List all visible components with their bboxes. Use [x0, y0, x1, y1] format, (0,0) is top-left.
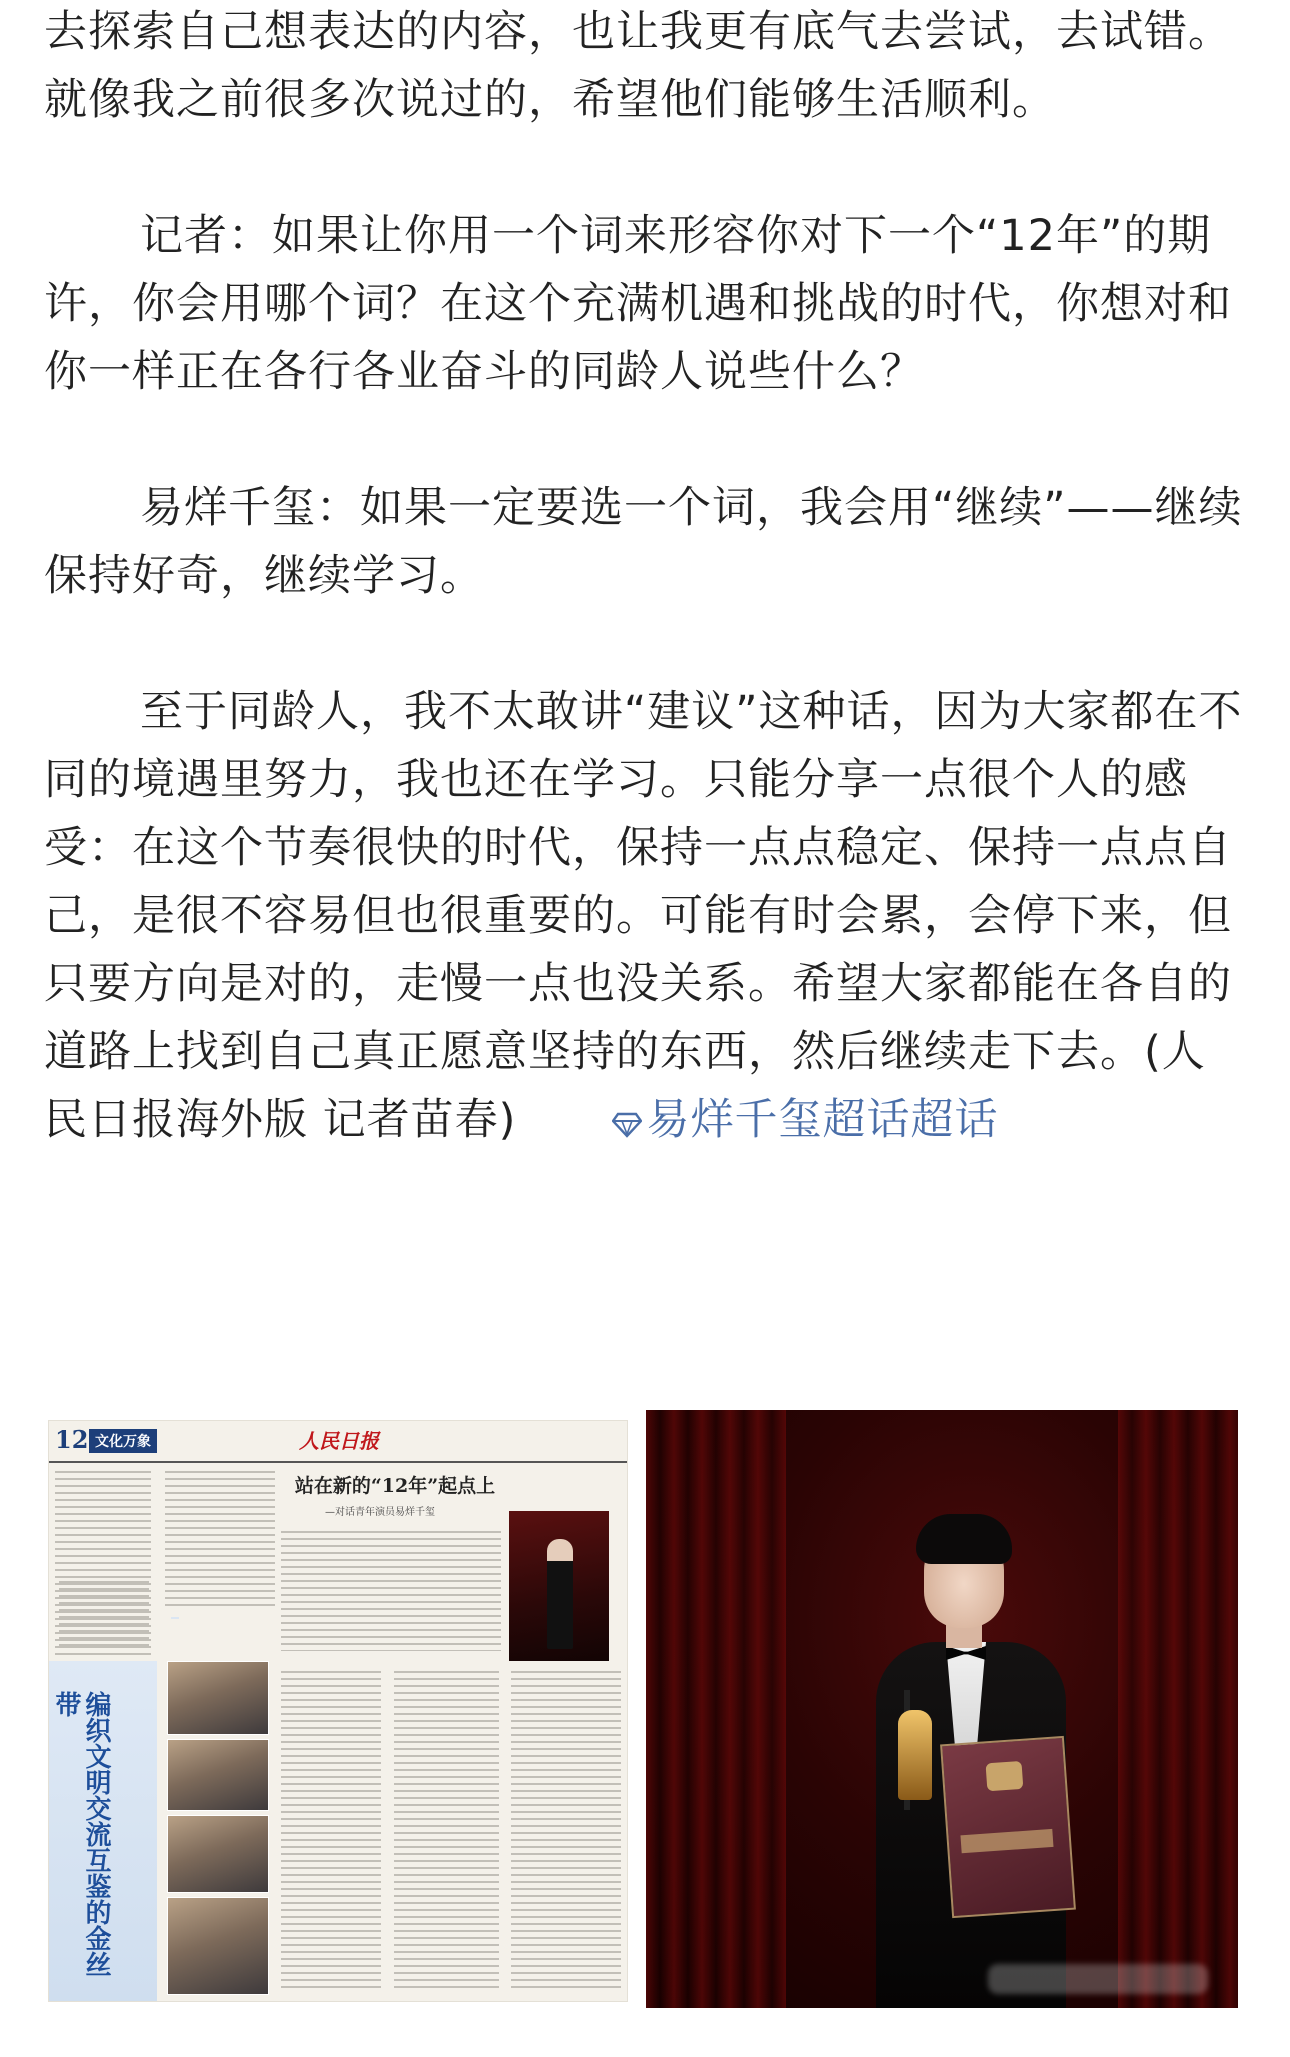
- newspaper-photo: [167, 1739, 269, 1811]
- stage-curtain: [646, 1410, 786, 2008]
- newspaper-text-column: [165, 1471, 275, 1611]
- article-paragraph-3: 易烊千玺：如果一定要选一个词，我会用“继续”——继续保持好奇，继续学习。: [44, 483, 1243, 601]
- newspaper-vertical-title: 编织文明交流互鉴的金丝带: [51, 1691, 111, 1977]
- supertopic-label: 易烊千玺超话超话: [646, 1095, 999, 1145]
- article-paragraph-4: [44, 678, 1249, 1158]
- newspaper-headline: 站在新的“12年”起点上: [294, 1475, 496, 1497]
- newspaper-page-number: 12: [55, 1425, 89, 1454]
- trophy-icon: [898, 1710, 932, 1800]
- post-body: [44, 0, 1249, 1158]
- article-paragraph-4-text: 至于同龄人，我不太敢讲“建议”这种话，因为大家都在不同的境遇里努力，我也还在学习。只能分享一点很个人的感受：在这个节奏很快的时代，保持一点点稳定、保持一点点自己，是很不容易但也很重要的。可能有时会累，会停下来，但只要方向是对的，走慢一点也没关系。希望大家都能在各自的道路上找到自己真正愿意坚持的东西，然后继续走下去。(人民日报海外版 记者苗春): [44, 687, 1243, 1145]
- newspaper-subheadline: —对话青年演员易烊千玺: [325, 1507, 435, 1518]
- supertopic-diamond-icon: [516, 1090, 642, 1158]
- award-certificate: [940, 1736, 1076, 1918]
- newspaper-subhead: [171, 1617, 179, 1619]
- newspaper-portrait-photo: [509, 1511, 609, 1661]
- newspaper-photo: [167, 1897, 269, 1995]
- newspaper-text-column: [511, 1671, 621, 1991]
- image-grid: [48, 1410, 1238, 2010]
- newspaper-page-image[interactable]: [48, 1420, 628, 2002]
- newspaper-photo: [167, 1815, 269, 1893]
- article-paragraph-1: 去探索自己想表达的内容，也让我更有底气去尝试，去试错。就像我之前很多次说过的，希望他们能够生活顺利。: [44, 7, 1232, 125]
- newspaper-text-column: [281, 1671, 381, 1991]
- stage-curtain: [1118, 1410, 1238, 2008]
- newspaper-photo: [167, 1661, 269, 1735]
- newspaper-header: [49, 1421, 627, 1463]
- award-ceremony-photo[interactable]: [646, 1410, 1238, 2008]
- newspaper-masthead: 人民日报: [299, 1429, 379, 1453]
- newspaper-text-column: [281, 1531, 501, 1651]
- watermark: [988, 1964, 1208, 1994]
- newspaper-text-column: [394, 1671, 499, 1991]
- newspaper-text-column: [59, 1581, 149, 1651]
- newspaper-section-label: 文化万象: [89, 1429, 157, 1453]
- supertopic-link[interactable]: [516, 1095, 998, 1145]
- article-paragraph-2: 记者：如果让你用一个词来形容你对下一个“12年”的期许，你会用哪个词？在这个充满机遇和挑战的时代，你想对和你一样正在各行各业奋斗的同龄人说些什么？: [44, 211, 1232, 397]
